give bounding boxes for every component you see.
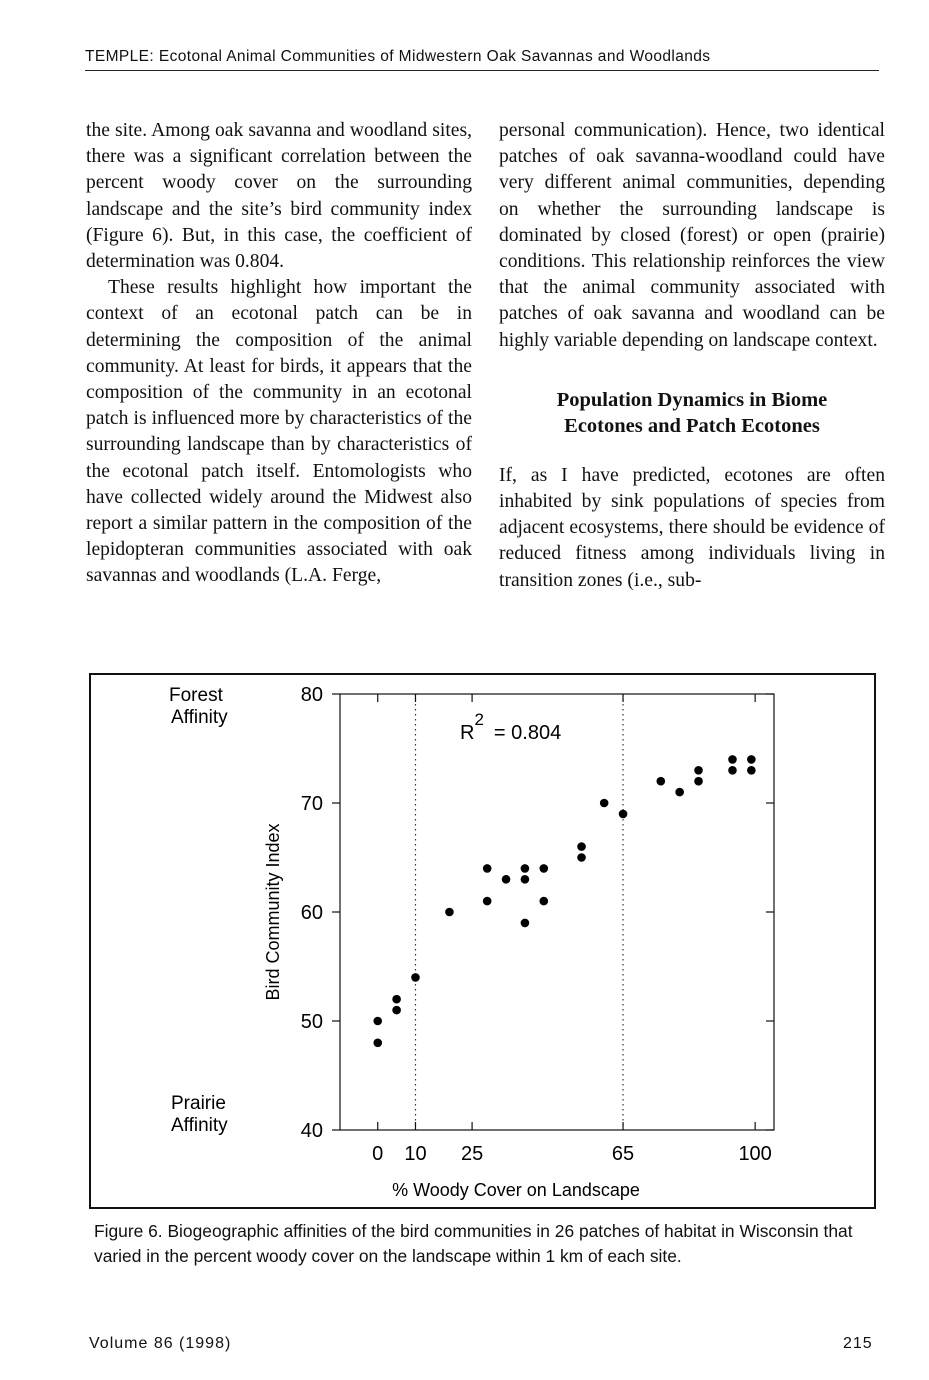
x-tick-label-3: 65 — [611, 1143, 635, 1165]
forest-affinity-line-2: Affinity — [171, 707, 228, 728]
data-point-17 — [619, 810, 628, 819]
y-tick-label-0: 40 — [300, 1120, 323, 1142]
r-squared-value: = 0.804 — [493, 722, 562, 744]
data-point-23 — [728, 766, 737, 775]
y-tick-label-1: 50 — [300, 1011, 323, 1033]
data-point-22 — [728, 755, 737, 764]
r-squared-annotation — [460, 710, 561, 744]
data-point-4 — [411, 973, 420, 982]
y-tick-label-3: 70 — [300, 793, 323, 815]
x-tick-label-0: 0 — [372, 1143, 384, 1165]
forest-affinity-label — [169, 685, 228, 728]
footer-page-number: 215 — [843, 1335, 873, 1352]
x-tick-label-2: 25 — [460, 1143, 484, 1165]
data-point-14 — [577, 842, 586, 851]
y-axis-label: Bird Community Index — [263, 823, 283, 1001]
data-point-1 — [373, 1039, 382, 1048]
y-tick-label-2: 60 — [300, 902, 323, 924]
left-paragraph-1: the site. Among oak savanna and woodland sites, there was a significant correlation between the percent woody cover on the surrounding landscape and the site’s bird community index (Figure 6). But, in this case, the coefficient of determination was 0.804. — [86, 120, 472, 273]
plot-area — [340, 694, 774, 1130]
section-heading — [499, 387, 885, 439]
data-point-0 — [373, 1017, 382, 1026]
data-point-11 — [521, 919, 530, 928]
right-paragraph-1: personal communication). Hence, two identical patches of oak savanna-woodland could have very different animal communities, depending on whether the surrounding landscape is dominated by closed (forest) or open (prairie) conditions. This relationship reinforces the view that the animal community associated with patches of oak savanna and woodland can be highly variable depending on landscape context. — [499, 120, 885, 351]
data-point-18 — [656, 777, 665, 786]
running-head: TEMPLE: Ecotonal Animal Communities of Midwestern Oak Savannas and Woodlands — [85, 48, 879, 71]
figure-caption: Figure 6. Biogeographic affinities of the bird communities in 26 patches of habitat in Wisconsin that varied in the percent woody cover on the landscape within 1 km of each site. — [94, 1221, 853, 1266]
prairie-affinity-line-1: Prairie — [171, 1093, 226, 1114]
data-point-21 — [694, 777, 703, 786]
data-point-13 — [539, 897, 548, 906]
section-heading-line-2: Ecotones and Patch Ecotones — [564, 414, 820, 437]
data-point-20 — [694, 766, 703, 775]
data-point-12 — [539, 864, 548, 873]
data-point-24 — [747, 755, 756, 764]
y-tick-label-4: 80 — [300, 684, 323, 706]
scatter-chart — [89, 673, 876, 1209]
data-point-5 — [445, 908, 454, 917]
data-point-9 — [521, 864, 530, 873]
data-point-6 — [483, 864, 492, 873]
data-point-8 — [502, 875, 511, 884]
data-point-7 — [483, 897, 492, 906]
x-tick-label-1: 10 — [404, 1143, 427, 1165]
x-axis-label: % Woody Cover on Landscape — [392, 1180, 640, 1200]
data-point-2 — [392, 995, 401, 1004]
data-point-19 — [675, 788, 684, 797]
left-paragraph-2: These results highlight how important the context of an ecotonal patch can be in determining the composition of the animal community. At least for birds, it appears that the composition of the community in an ecotonal patch is influenced more by characteristics of the surrounding landscape than by characteristics of the ecotonal patch itself. Entomologists who have collected widely around the Midwest also report a similar pattern in the composition of the lepidopteran communities associated with oak savannas and woodlands (L.A. Ferge, — [86, 277, 472, 587]
r-squared-superscript: 2 — [474, 710, 484, 729]
data-point-15 — [577, 853, 586, 862]
data-point-25 — [747, 766, 756, 775]
prairie-affinity-label — [171, 1093, 231, 1136]
footer-volume: Volume 86 (1998) — [89, 1335, 232, 1352]
section-heading-line-1: Population Dynamics in Biome — [556, 388, 828, 411]
data-point-16 — [600, 799, 609, 808]
data-point-10 — [521, 875, 530, 884]
x-tick-label-4: 100 — [738, 1143, 772, 1165]
right-column — [499, 118, 885, 594]
r-squared-r: R — [460, 722, 475, 744]
data-point-3 — [392, 1006, 401, 1015]
left-column — [86, 118, 472, 590]
right-paragraph-2: If, as I have predicted, ecotones are often inhabited by sink populations of species from adjacent ecosystems, there should be evidence of reduced fitness among individuals living in transition zones (i.e., sub- — [499, 464, 885, 591]
prairie-affinity-line-2: Affinity — [171, 1115, 228, 1136]
forest-affinity-line-1: Forest — [169, 685, 223, 706]
